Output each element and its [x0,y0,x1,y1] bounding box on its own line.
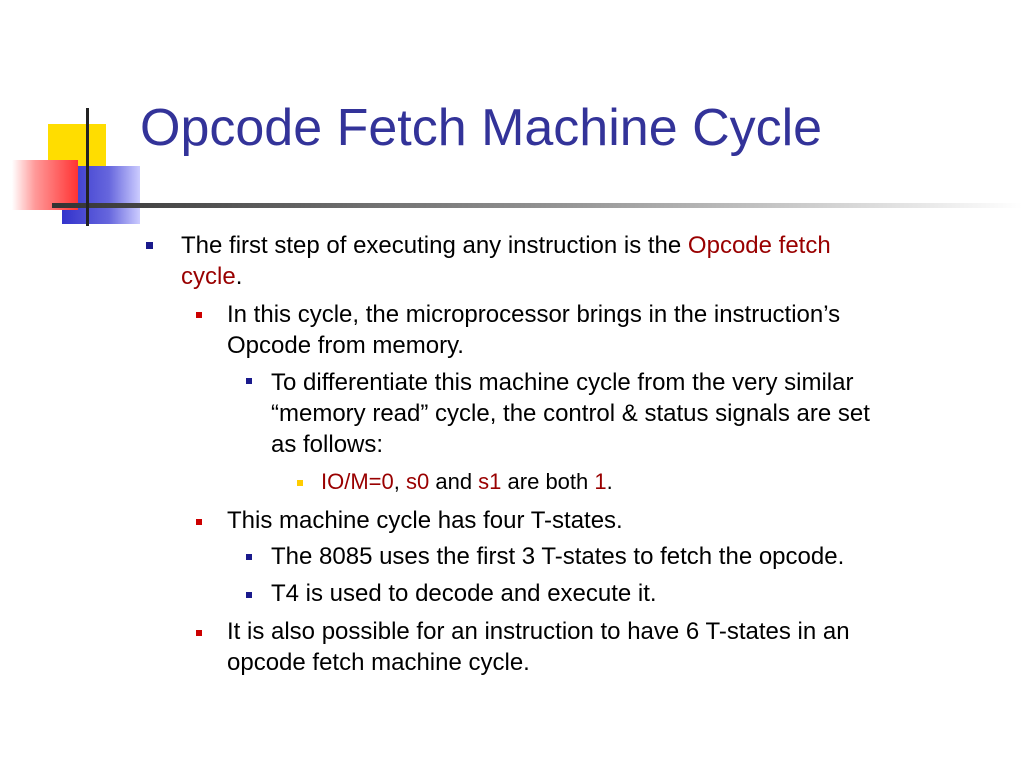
bullet-8-line-1: It is also possible for an instruction to have 6 T-states in an [227,618,850,645]
bullet-8-line-2: opcode fetch machine cycle. [227,649,530,676]
bullet-1-line-1: The first step of executing any instruction is the Opcode fetch [181,232,831,259]
bullet-4-line-1: IO/M=0, s0 and s1 are both 1. [321,469,613,494]
highlight-text: cycle [181,263,236,290]
bullet-2-line-2: Opcode from memory. [227,332,464,359]
bullet-square-icon [297,480,303,486]
bullet-square-icon [246,378,252,384]
bullet-square-icon [246,592,252,598]
signal-io-m: IO/M=0 [321,469,394,494]
bullet-square-icon [196,312,202,318]
bullet-square-icon [246,554,252,560]
bullet-3-line-1: To differentiate this machine cycle from the very similar [271,369,854,396]
bullet-3-line-3: as follows: [271,431,384,458]
bullet-5-line-1: This machine cycle has four T-states. [227,507,623,534]
highlight-text: Opcode fetch [687,232,831,259]
bullet-square-icon [196,630,202,636]
signal-s0: s0 [405,469,430,494]
signal-value: 1 [594,469,607,494]
bullet-6-line-1: The 8085 uses the first 3 T-states to fetch the opcode. [271,543,845,570]
bullet-1-line-2: cycle. [181,263,243,290]
bullet-2-line-1: In this cycle, the microprocessor brings in the instruction’s [227,301,841,328]
signal-s1: s1 [478,469,502,494]
bullet-square-icon [146,242,153,249]
slide-title: Opcode Fetch Machine Cycle [140,99,823,157]
bullet-7-line-1: T4 is used to decode and execute it. [271,580,657,607]
bullet-3-line-2: “memory read” cycle, the control & status signals are set [271,400,870,427]
bullet-square-icon [196,519,202,525]
